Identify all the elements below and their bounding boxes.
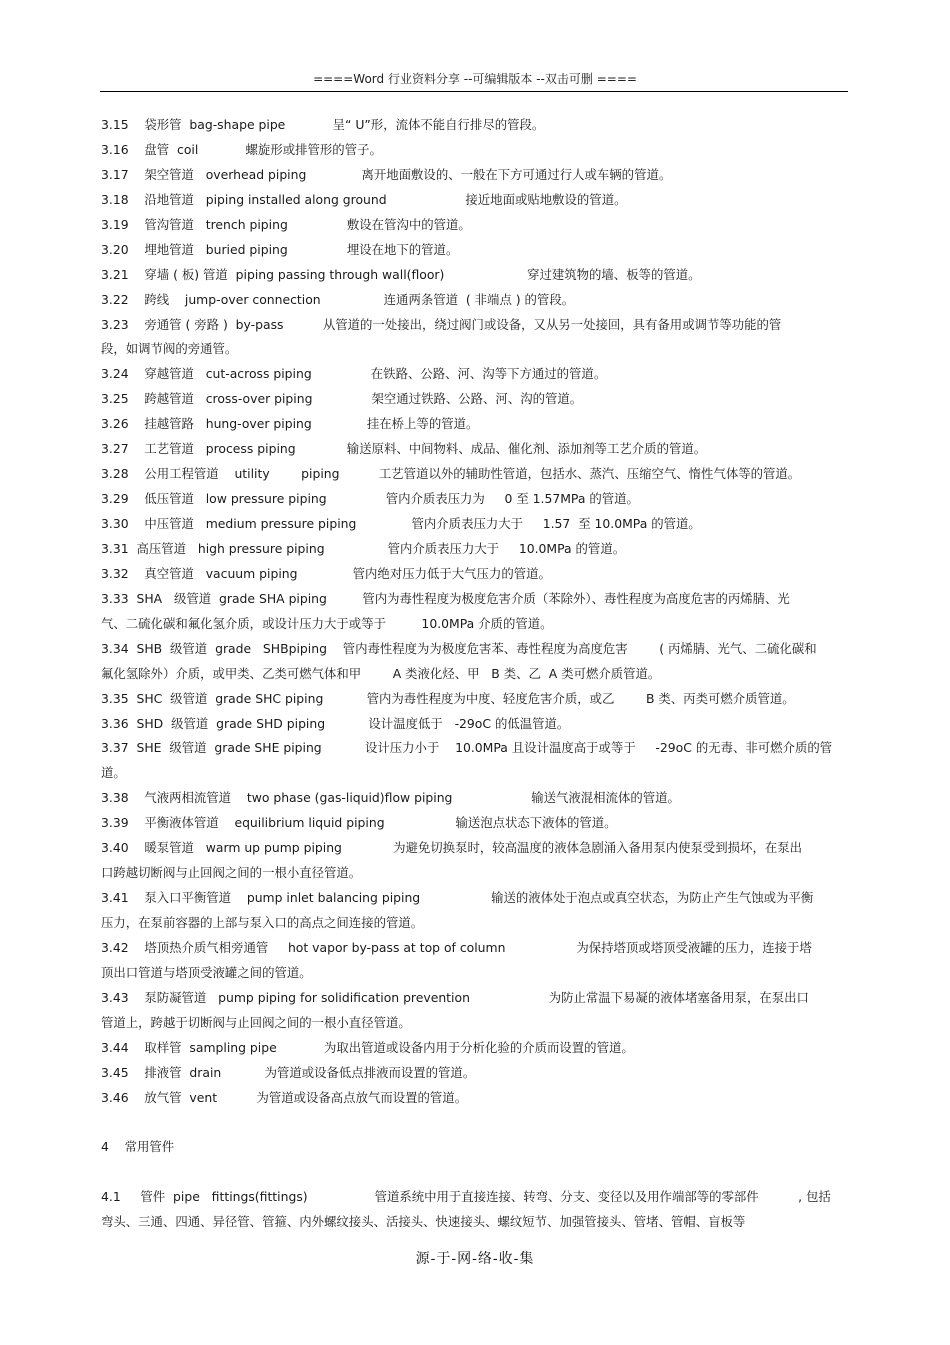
text-line [101, 712, 841, 737]
text-line-content: 顶出口管道与塔顶受液罐之间的管道。 [101, 964, 312, 980]
text-line [101, 761, 841, 786]
text-line-content: 管道上，跨越于切断阀与止回阀之间的一根小直径管道。 [101, 1014, 411, 1030]
text-line [101, 263, 841, 288]
document-body [101, 113, 841, 1235]
text-line [101, 213, 841, 238]
text-line-content: 3.22 跨线 jump-over connection 连通两条管道 ( 非端点 ) 的管段。 [101, 291, 575, 307]
text-line-content: 3.46 放气管 vent 为管道或设备高点放气而设置的管道。 [101, 1089, 468, 1105]
text-line [101, 138, 841, 163]
text-line-content: 3.32 真空管道 vacuum piping 管内绝对压力低于大气压力的管道。 [101, 565, 551, 581]
text-line-content: 3.35 SHC 级管道 grade SHC piping 管内为毒性程度为中度、轻度危害介质，或乙 B 类、丙类可燃介质管道。 [101, 690, 795, 706]
text-line-content: 3.40 暖泵管道 warm up pump piping 为避免切换泵时，较高温度的液体急剧涌入备用泵内使泵受到损坏，在泵出 [101, 840, 803, 856]
text-line [101, 886, 841, 911]
header-divider [100, 91, 848, 92]
text-line [101, 861, 841, 886]
text-line [101, 736, 841, 761]
text-line [101, 687, 841, 712]
text-line [101, 512, 841, 537]
text-line-content: 3.15 袋形管 bag-shape pipe 呈“ U”形，流体不能自行排尽的管段。 [101, 117, 545, 132]
text-line [101, 412, 841, 437]
text-line-content: 气、二硫化碳和氟化氢介质，或设计压力大于或等于 10.0MPa 介质的管道。 [101, 615, 553, 631]
text-line [101, 986, 841, 1011]
text-line-content: 压力，在泵前容器的上部与泵入口的高点之间连接的管道。 [101, 915, 424, 930]
text-line [101, 1036, 841, 1061]
text-line-content: 3.25 跨越管道 cross-over piping 架空通过铁路、公路、河、沟的管道。 [101, 391, 583, 407]
text-line [101, 387, 841, 412]
text-line-content: 3.31 高压管道 high pressure piping 管内介质表压力大于 10.0MPa 的管道。 [101, 540, 626, 556]
text-line [101, 537, 841, 562]
text-line [101, 562, 841, 587]
text-line-content: 3.34 SHB 级管道 grade SHBpiping 管内毒性程度为为极度危害苯、毒性程度为高度危害 ( 丙烯腈、光气、二硫化碳和 [101, 640, 817, 656]
text-line [101, 662, 841, 687]
text-line [101, 836, 841, 861]
text-line [101, 288, 841, 313]
page-header: ====Word 行业资料分享 --可编辑版本 --双击可删 ==== [313, 72, 637, 86]
text-line-content: 3.17 架空管道 overhead piping 离开地面敷设的、一般在下方可通过行人或车辆的管道。 [101, 166, 672, 182]
text-line [101, 786, 841, 811]
text-line-content: 3.30 中压管道 medium pressure piping 管内介质表压力大于 1.57 至 10.0MPa 的管道。 [101, 516, 701, 531]
text-line [101, 437, 841, 462]
text-line-content: 弯头、三通、四通、异径管、管箍、内外螺纹接头、活接头、快速接头、螺纹短节、加强管接头、管堵、管帽、盲板等 [101, 1214, 746, 1230]
text-line [101, 811, 841, 836]
text-line-content: 3.36 SHD 级管道 grade SHD piping 设计温度低于 -29oC 的低温管道。 [101, 715, 570, 731]
text-line [101, 238, 841, 263]
text-line [101, 911, 841, 936]
text-line-content: 3.33 SHA 级管道 grade SHA piping 管内为毒性程度为极度危害介质（苯除外）、毒性程度为高度危害的丙烯腈、光 [101, 590, 790, 606]
text-line-content: 3.29 低压管道 low pressure piping 管内介质表压力为 0 至 1.57MPa 的管道。 [101, 491, 639, 507]
text-line-content: 4 常用管件 [101, 1139, 175, 1155]
text-line-content: 3.37 SHE 级管道 grade SHE piping 设计压力小于 10.0MPa 且设计温度高于或等于 -29oC 的无毒、非可燃介质的管 [101, 740, 833, 756]
text-line-content: 4.1 管件 pipe fittings(fittings) 管道系统中用于直接连接、转弯、分支、变径以及用作端部等的零部件 , 包括 [101, 1189, 831, 1205]
text-line-content: 3.43 泵防凝管道 pump piping for solidification prevention 为防止常温下易凝的液体堵塞备用泵，在泵出口 [101, 989, 809, 1005]
text-line-content: 3.19 管沟管道 trench piping 敷设在管沟中的管道。 [101, 216, 471, 232]
text-line [101, 1135, 841, 1160]
text-line [101, 936, 841, 961]
text-line-content: 3.20 埋地管道 buried piping 埋设在地下的管道。 [101, 241, 459, 257]
blank-line [101, 1111, 841, 1136]
page-footer: 源-于-网-络-收-集 [415, 1251, 535, 1267]
text-line-content: 3.41 泵入口平衡管道 pump inlet balancing piping 输送的液体处于泡点或真空状态，为防止产生气蚀或为平衡 [101, 890, 814, 906]
text-line [101, 612, 841, 637]
text-line [101, 587, 841, 612]
text-line-content: 3.21 穿墙 ( 板) 管道 piping passing through wall(floor) 穿过建筑物的墙、板等的管道。 [101, 266, 701, 282]
text-line [101, 163, 841, 188]
text-line [101, 362, 841, 387]
text-line [101, 188, 841, 213]
text-line-content: 口跨越切断阀与止回阀之间的一根小直径管道。 [101, 865, 362, 881]
text-line-content: 3.16 盘管 coil 螺旋形或排管形的管子。 [101, 141, 382, 157]
text-line-content: 3.45 排液管 drain 为管道或设备低点排液而设置的管道。 [101, 1064, 476, 1080]
text-line-content: 3.42 塔顶热介质气相旁通管 hot vapor by-pass at top of column 为保持塔顶或塔顶受液罐的压力，连接于塔 [101, 939, 812, 955]
text-line [101, 637, 841, 662]
text-line-content: 3.27 工艺管道 process piping 输送原料、中间物料、成品、催化剂、添加剂等工艺介质的管道。 [101, 441, 707, 457]
text-line-content: 3.23 旁通管 ( 旁路 ) by-pass 从管道的一处接出，绕过阀门或设备，又从另一处接回，具有备用或调节等功能的管 [101, 316, 782, 332]
text-line [101, 1011, 841, 1036]
text-line-content: 3.28 公用工程管道 utility piping 工艺管道以外的辅助性管道，包括水、蒸汽、压缩空气、惰性气体等的管道。 [101, 466, 801, 482]
text-line-content: 3.24 穿越管道 cut-across piping 在铁路、公路、河、沟等下方通过的管道。 [101, 366, 607, 382]
text-line-content: 3.39 平衡液体管道 equilibrium liquid piping 输送泡点状态下液体的管道。 [101, 815, 617, 831]
text-line [101, 337, 841, 362]
text-line [101, 1210, 841, 1235]
text-line [101, 487, 841, 512]
text-line-content: 氟化氢除外）介质，或甲类、乙类可燃气体和甲 A 类液化烃、甲 B 类、乙 A 类可燃介质管道。 [101, 665, 661, 681]
text-line [101, 1061, 841, 1086]
text-line [101, 1086, 841, 1111]
text-line-content: 道。 [101, 765, 126, 781]
text-line-content: 3.26 挂越管路 hung-over piping 挂在桥上等的管道。 [101, 416, 479, 432]
text-line-content: 3.38 气液两相流管道 two phase (gas-liquid)flow piping 输送气液混相流体的管道。 [101, 790, 680, 806]
text-line [101, 462, 841, 487]
text-line [101, 961, 841, 986]
blank-line [101, 1160, 841, 1185]
text-line [101, 113, 841, 138]
text-line-content: 3.18 沿地管道 piping installed along ground 接近地面或贴地敷设的管道。 [101, 191, 627, 207]
text-line-content: 3.44 取样管 sampling pipe 为取出管道或设备内用于分析化验的介质而设置的管道。 [101, 1039, 634, 1055]
text-line-content: 段，如调节阀的旁通管。 [101, 341, 238, 357]
text-line [101, 1185, 841, 1210]
text-line [101, 313, 841, 338]
